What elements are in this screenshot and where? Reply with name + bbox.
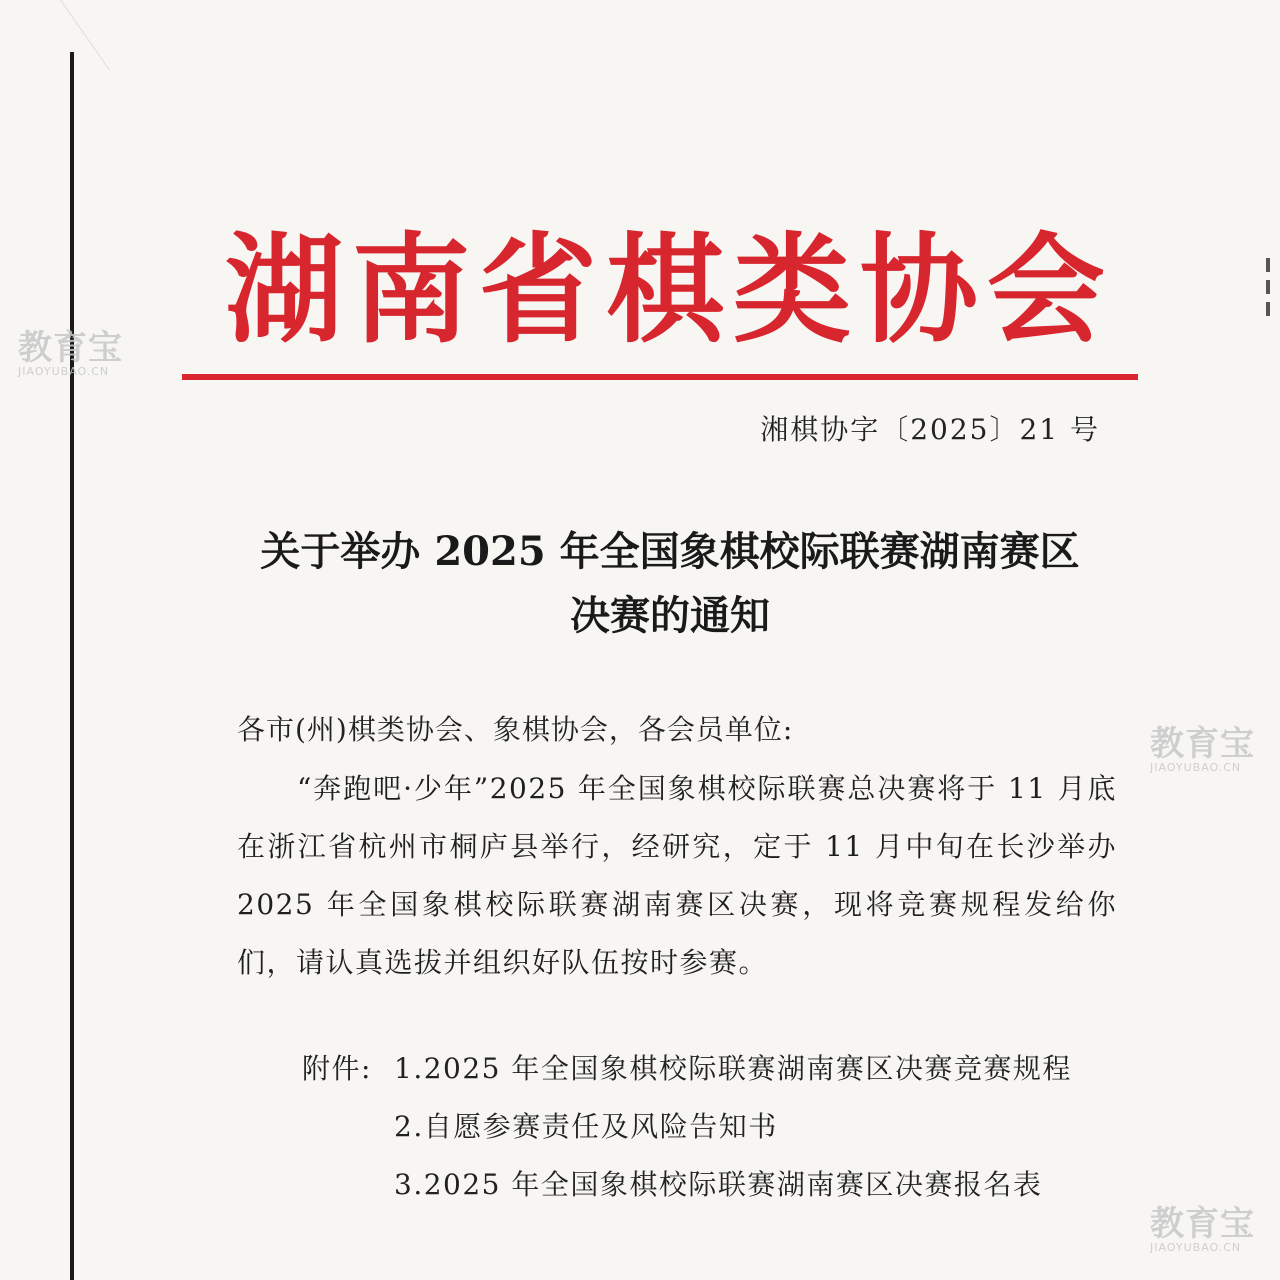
watermark <box>1150 1206 1255 1254</box>
organization-title <box>225 200 1105 360</box>
watermark-url: JIAOYUBAO.CN <box>1150 761 1242 774</box>
attachment-row <box>302 1156 1162 1214</box>
page-edge-marks <box>1266 250 1276 320</box>
org-title-char: 棋 <box>605 221 724 359</box>
salutation: 各市(州)棋类协会、象棋协会，各会员单位: <box>237 713 794 746</box>
org-title-char: 协 <box>859 221 978 359</box>
page-corner-fold <box>0 0 110 70</box>
binding-line <box>70 52 74 1280</box>
document-number: 湘棋协字〔2025〕21 号 <box>760 413 1100 446</box>
watermark <box>18 330 123 378</box>
attachments-list <box>302 1040 1162 1214</box>
org-title-char: 类 <box>732 221 851 359</box>
attachment-row <box>302 1040 1162 1098</box>
red-header-rule <box>182 374 1138 380</box>
watermark-url: JIAOYUBAO.CN <box>1150 1241 1242 1254</box>
notice-title-line: 关于举办 2025 年全国象棋校际联赛湖南赛区 <box>260 528 1080 575</box>
watermark <box>1150 726 1255 774</box>
org-title-char: 会 <box>986 221 1105 359</box>
watermark-url: JIAOYUBAO.CN <box>18 365 110 378</box>
attachment-item: 3.2025 年全国象棋校际联赛湖南赛区决赛报名表 <box>394 1168 1043 1201</box>
watermark-text: 教育宝 <box>1150 724 1255 764</box>
notice-title-line: 决赛的通知 <box>570 592 770 639</box>
notice-title <box>170 520 1170 648</box>
attachment-item: 2.自愿参赛责任及风险告知书 <box>394 1110 778 1143</box>
notice-body: “奔跑吧·少年”2025 年全国象棋校际联赛总决赛将于 11 月底在浙江省杭州市桐庐县举行，经研究，定于 11 月中旬在长沙举办 2025 年全国象棋校际联赛湖南赛区决赛，现将竞赛规程发给你们，请认真选拔并组织好队伍按时参赛。 <box>237 772 1117 979</box>
org-title-char: 南 <box>351 221 470 359</box>
watermark-text: 教育宝 <box>1150 1204 1255 1244</box>
org-title-char: 湖 <box>225 221 344 359</box>
attachment-item: 1.2025 年全国象棋校际联赛湖南赛区决赛竞赛规程 <box>394 1052 1072 1085</box>
watermark-text: 教育宝 <box>18 328 123 368</box>
org-title-char: 省 <box>478 221 597 359</box>
attachments-label: 附件: <box>302 1052 372 1085</box>
attachment-row <box>302 1098 1162 1156</box>
